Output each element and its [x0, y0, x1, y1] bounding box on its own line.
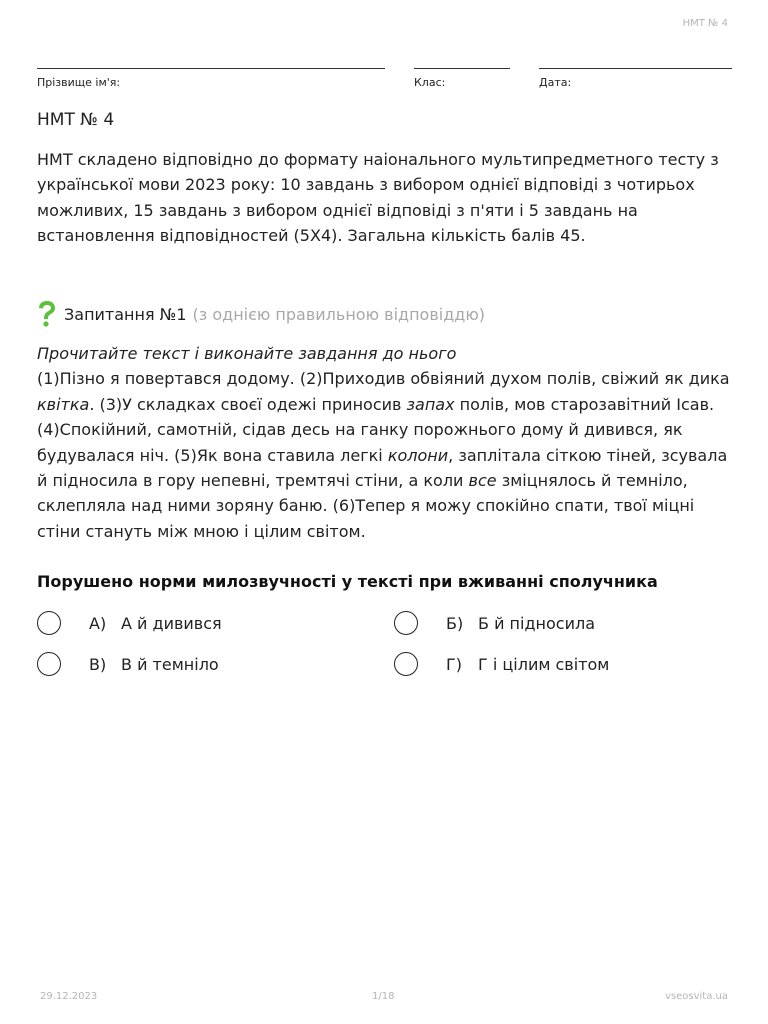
- option-letter: Г): [446, 654, 462, 674]
- text-italic: все: [468, 471, 497, 491]
- text-part: зміцнялось й темніло, склепляла над ними зоряну баню. (6)Тепер я можу спокійно спати, твої міцні стіни стануть між мною і цілим світом.: [37, 471, 695, 541]
- text-part: (1)Пізно я повертався додому. (2)Приходив обвіяний духом полів, свіжий як дика: [37, 369, 730, 389]
- question-label: Запитання №1: [64, 304, 187, 324]
- footer-date: 29.12.2023: [40, 991, 98, 1002]
- option-text: В й темніло: [121, 654, 219, 674]
- answer-option-h[interactable]: [394, 652, 609, 676]
- footer-page-number: 1/18: [372, 991, 395, 1002]
- option-text: Г і цілим світом: [478, 654, 610, 674]
- text-italic: запах: [406, 394, 455, 414]
- answer-option-b[interactable]: [394, 611, 595, 635]
- question-body: [37, 341, 737, 544]
- class-field-label: Клас:: [414, 76, 446, 89]
- text-italic: квітка: [37, 394, 90, 414]
- text-part: , заплітала сіткою тіней, зсувала й підносила в гору непевні, тремтячі стіни, а коли: [37, 445, 728, 491]
- radio-button[interactable]: [394, 611, 418, 635]
- question-header: [36, 300, 485, 328]
- answer-option-a[interactable]: [37, 611, 222, 635]
- option-letter: Б): [446, 613, 464, 633]
- class-field-line[interactable]: [414, 68, 510, 69]
- radio-button[interactable]: [394, 652, 418, 676]
- text-part: полів, мов старозавітний Ісав. (4)Спокійний, самотній, сідав десь на ганку порожнього дому й дивився, як будувалася ніч. (5)Як вона ставила легкі: [37, 394, 715, 465]
- radio-button[interactable]: [37, 611, 61, 635]
- date-field-label: Дата:: [539, 76, 572, 89]
- option-letter: А): [89, 613, 107, 633]
- radio-button[interactable]: [37, 652, 61, 676]
- doc-intro: НМТ складено відповідно до формату наіонального мультипредметного тесту з української мови 2023 року: 10 завдань з вибором однієї відповіді з чотирьох можливих, 15 завдань з вибором однієї відповіді з п'яти і 5 завдань на встановлення відповідностей (5Х4). Загальна кількість балів 45.: [37, 150, 719, 246]
- option-letter: В): [89, 654, 107, 674]
- doc-title: НМТ № 4: [37, 110, 115, 130]
- name-field-line[interactable]: [37, 68, 385, 69]
- question-prompt: Порушено норми милозвучності у тексті при вживанні сполучника: [37, 572, 658, 591]
- date-field-line[interactable]: [539, 68, 732, 69]
- text-part: . (3)У складках своєї одежі приносив: [89, 394, 407, 414]
- option-text: Б й підносила: [478, 613, 595, 633]
- footer-site: vseosvita.ua: [665, 991, 728, 1002]
- name-field-label: Прізвище ім'я:: [37, 76, 121, 89]
- text-italic: колони: [387, 445, 449, 465]
- question-mark-icon: [36, 300, 58, 328]
- question-hint: (з однією правильною відповіддю): [192, 304, 486, 324]
- option-text: А й дивився: [121, 613, 222, 633]
- page-header-mark: НМТ № 4: [682, 18, 728, 29]
- answer-option-v[interactable]: [37, 652, 219, 676]
- question-instruction: Прочитайте текст і виконайте завдання до нього: [37, 344, 457, 363]
